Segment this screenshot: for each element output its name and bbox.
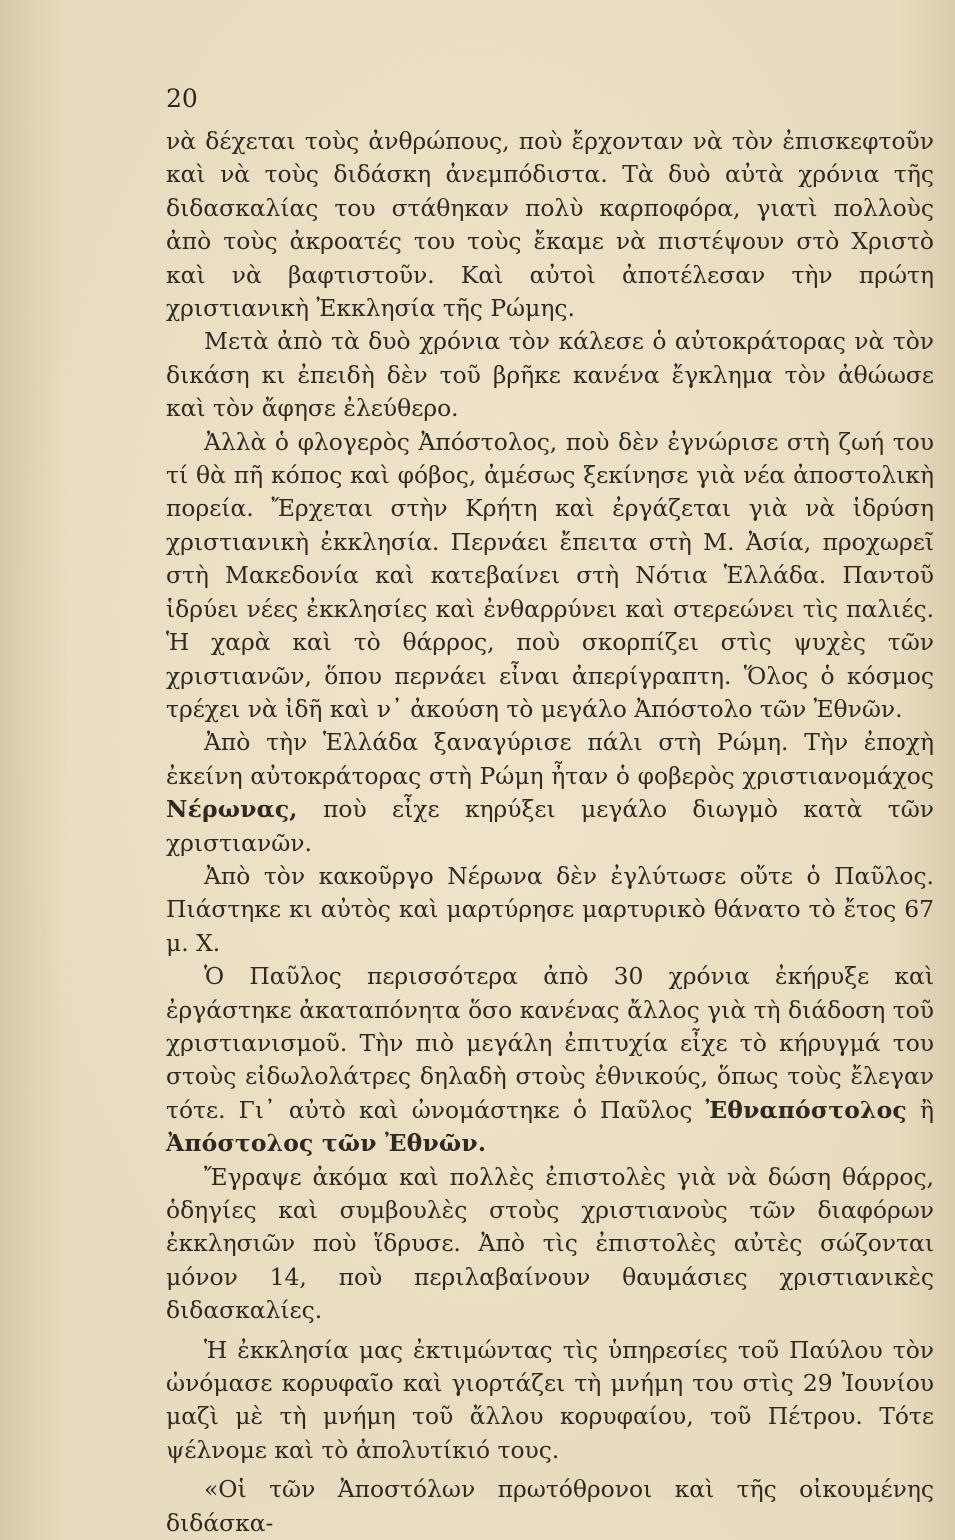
body-text — [166, 125, 934, 1540]
paragraph-6-text: Ὁ Παῦλος περισσότερα ἀπὸ 30 χρόνια ἐκήρυξε καὶ ἐργάστηκε ἀκαταπόνητα ὅσο κανένας ἄλλος γιὰ τὴ διάδοση τοῦ χριστιανισμοῦ. Τὴν πιὸ μεγάλη ἐπιτυχία εἶχε τὸ κήρυγμά του στοὺς εἰδωλολάτρες δηλαδὴ στοὺς ἐθνικούς, ὅπως τοὺς ἔλεγαν τότε. Γι᾽ αὐτὸ καὶ ὠνομάστηκε ὁ Παῦλος — [166, 962, 934, 1124]
apostle-of-nations-title: Ἀπόστολος τῶν Ἐθνῶν. — [166, 1129, 487, 1158]
page-number: 20 — [166, 84, 198, 113]
paragraph-5: Ἀπὸ τὸν κακοῦργο Νέρωνα δὲν ἐγλύτωσε οὔτε ὁ Παῦλος. Πιάστηκε κι αὐτὸς καὶ μαρτύρησε μαρτυρικὸ θάνατο τὸ ἔτος 67 μ. Χ. — [166, 861, 934, 957]
paragraph-2: Μετὰ ἀπὸ τὰ δυὸ χρόνια τὸν κάλεσε ὁ αὐτοκράτορας νὰ τὸν δικάση κι ἐπειδὴ δὲν τοῦ βρῆκε κανένα ἔγκλημα τὸν ἀθώωσε καὶ τὸν ἄφησε ἐλεύθερο. — [166, 327, 934, 423]
ethnapostolos-title: Ἐθναπόστολος — [705, 1095, 907, 1124]
paragraph-4 — [166, 726, 934, 860]
paragraph-1: νὰ δέχεται τοὺς ἀνθρώπους, ποὺ ἔρχονταν νὰ τὸν ἐπισκεφτοῦν καὶ νὰ τοὺς διδάσκη ἀνεμπόδιστα. Τὰ δυὸ αὐτὰ χρόνια τῆς διδασκαλίας του στάθηκαν πολὺ καρποφόρα, γιατὶ πολλοὺς ἀπὸ τοὺς ἀκροατές του τοὺς ἔκαμε νὰ πιστέψουν στὸ Χριστὸ καὶ νὰ βαφτιστοῦν. Καὶ αὐτοὶ ἀποτέλεσαν τὴν πρώτη χριστιανικὴ Ἐκκλησία τῆς Ρώμης. — [166, 127, 934, 323]
paragraph-4-text: Ἀπὸ τὴν Ἑλλάδα ξαναγύρισε πάλι στὴ Ρώμη. Τὴν ἐποχὴ ἐκείνη αὐτοκράτορας στὴ Ρώμη ἦταν ὁ φοβερὸς χριστιανομάχος — [166, 728, 934, 790]
paragraph-3: Ἀλλὰ ὁ φλογερὸς Ἀπόστολος, ποὺ δὲν ἐγνώρισε στὴ ζωή του τί θὰ πῆ κόπος καὶ φόβος, ἀμέσως ξεκίνησε γιὰ νέα ἀποστολικὴ πορεία. Ἔρχεται στὴν Κρήτη καὶ ἐργάζεται γιὰ νὰ ἱδρύση χριστιανικὴ ἐκκλησία. Περνάει ἔπειτα στὴ Μ. Ἀσία, προχωρεῖ στὴ Μακεδονία καὶ κατεβαίνει στὴ Νότια Ἑλλάδα. Παντοῦ ἱδρύει νέες ἐκκλησίες καὶ ἐνθαρρύνει καὶ στερεώνει τὶς παλιές. Ἡ χαρὰ καὶ τὸ θάρρος, ποὺ σκορπίζει στὶς ψυχὲς τῶν χριστιανῶν, ὅπου περνάει εἶναι ἀπερίγραπτη. Ὅλος ὁ κόσμος τρέχει νὰ ἰδῆ καὶ ν᾽ ἀκούση τὸ μεγάλο Ἀπόστολο τῶν Ἐθνῶν. — [166, 427, 934, 723]
paragraph-6-conjunction: ἢ — [906, 1095, 934, 1124]
paragraph-9: «Οἱ τῶν Ἀποστόλων πρωτόθρονοι καὶ τῆς οἰκουμένης διδάσκα- — [166, 1475, 934, 1537]
nero-name: Νέρωνας, — [166, 795, 298, 824]
paragraph-7: Ἔγραψε ἀκόμα καὶ πολλὲς ἐπιστολὲς γιὰ νὰ δώση θάρρος, ὁδηγίες καὶ συμβουλὲς στοὺς χριστιανοὺς τῶν διαφόρων ἐκκλησιῶν ποὺ ἵδρυσε. Ἀπὸ τὶς ἐπιστολὲς αὐτὲς σώζονται μόνον 14, ποὺ περιλαβαίνουν θαυμάσιες χριστιανικὲς διδασκαλίες. — [166, 1162, 934, 1325]
paragraph-4-text-end: ποὺ εἶχε κηρύξει μεγάλο διωγμὸ κατὰ τῶν χριστιανῶν. — [166, 795, 934, 857]
paragraph-6 — [166, 960, 934, 1160]
paragraph-8: Ἡ ἐκκλησία μας ἐκτιμώντας τὶς ὑπηρεσίες τοῦ Παύλου τὸν ὠνόμασε κορυφαῖο καὶ γιορτάζει τὴ μνήμη του στὶς 29 Ἰουνίου μαζὶ μὲ τὴ μνήμη τοῦ ἄλλου κορυφαίου, τοῦ Πέτρου. Τότε ψέλνομε καὶ τὸ ἀπολυτίκιό τους. — [166, 1335, 934, 1464]
